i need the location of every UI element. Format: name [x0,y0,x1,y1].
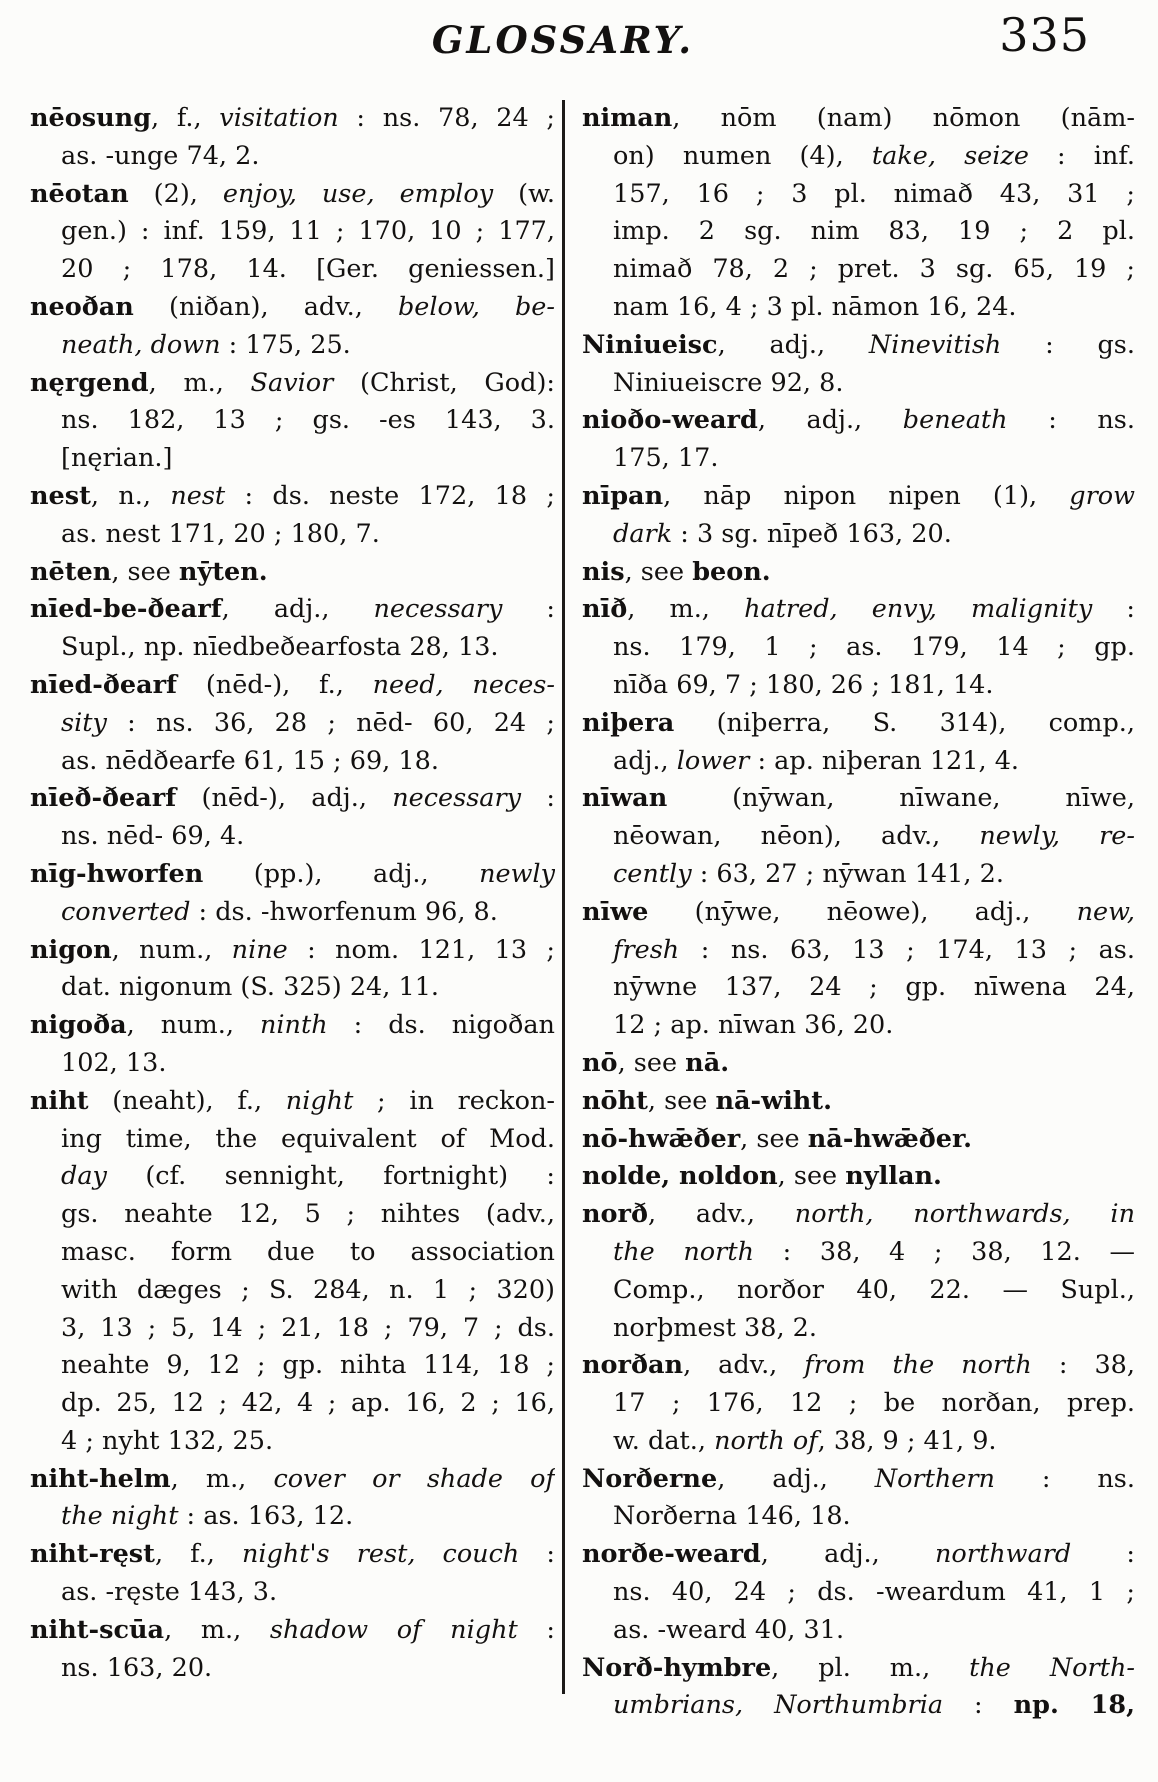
gloss-italic: newly, re- [979,821,1135,852]
entry-text: nēowan, nēon), adv., [613,821,980,852]
glossary-line [30,100,555,138]
glossary-line [30,1310,555,1348]
glossary-line [582,932,1135,970]
glossary-line [30,1423,555,1461]
gloss-italic: lower [676,745,750,776]
glossary-line [582,1423,1135,1461]
gloss-italic: the night [61,1501,179,1532]
entry-text: , m., [627,594,745,625]
glossary-line [582,176,1135,214]
gloss-italic: north, northwards, in [794,1199,1135,1230]
entry-text: , 38, 9 ; 41, 9. [817,1425,997,1456]
glossary-line [30,1007,555,1045]
glossary-line [582,1461,1135,1499]
entry-text: 3, 13 ; 5, 14 ; 21, 18 ; 79, 7 ; ds. [61,1312,555,1343]
entry-text: , num., [111,934,232,965]
glossary-line [582,289,1135,327]
gloss-italic: need, neces- [372,669,555,700]
gloss-italic: ninth [259,1010,328,1041]
entry-text: nimað 78, 2 ; pret. 3 sg. 65, 19 ; [613,254,1135,285]
entry-text: w. dat., [613,1425,715,1456]
entry-text: as. nest 171, 20 ; 180, 7. [61,518,380,549]
headword-bold: nā-hwǣðer. [807,1123,972,1154]
entry-text: nam 16, 4 ; 3 pl. nāmon 16, 24. [613,291,1017,322]
headword-bold: nēten [30,556,112,587]
headword-bold: niht-helm [30,1463,171,1494]
headword-bold: beon. [692,556,771,587]
gloss-italic: nine [231,934,288,965]
entry-text: ns. nēd- 69, 4. [61,821,245,852]
gloss-italic: below, be- [397,291,555,322]
gloss-italic: from the north [804,1350,1032,1381]
glossary-line [30,629,555,667]
glossary-line [582,100,1135,138]
glossary-line [582,1498,1135,1536]
entry-text: , adv., [648,1199,795,1230]
gloss-italic: take, seize [871,140,1029,171]
entry-text: , adv., [683,1350,805,1381]
glossary-line [30,176,555,214]
glossary-line [30,1574,555,1612]
entry-text: imp. 2 sg. nim 83, 19 ; 2 pl. [613,216,1135,247]
entry-text: ns. 182, 13 ; gs. -es 143, 3. [61,405,555,436]
page-title: GLOSSARY. [431,18,695,62]
entry-text: Niniueiscre 92, 8. [613,367,844,398]
entry-text: , see [111,556,179,587]
headword-bold: niht [30,1085,89,1116]
glossary-line [30,1385,555,1423]
headword-bold: nā. [685,1047,730,1078]
entry-text: : ds. nigoðan [327,1010,555,1041]
gloss-italic: neath, down [61,329,221,360]
glossary-line [30,327,555,365]
gloss-italic: the North- [969,1652,1135,1683]
headword-bold: nō-hwǣðer [582,1123,741,1154]
glossary-line [30,743,555,781]
entry-text: : ap. niþeran 121, 4. [749,745,1020,776]
glossary-line [582,478,1135,516]
entry-text: gen.) : inf. 159, 11 ; 170, 10 ; 177, [61,216,555,247]
page-number: 335 [999,8,1090,62]
glossary-line [30,932,555,970]
entry-text: as. -unge 74, 2. [61,140,260,171]
glossary-line [30,1196,555,1234]
headword-bold: nēosung [30,103,152,133]
headword-bold: np. 18, [1013,1690,1135,1721]
gloss-italic: night [285,1085,354,1116]
headword-bold: nioðo-weard [582,405,758,436]
headword-bold: niht-scūa [30,1614,165,1645]
headword-bold: nīed-ðearf [30,669,178,700]
entry-text: norþmest 38, 2. [613,1312,817,1343]
entry-text: : 38, 4 ; 38, 12. — [754,1236,1135,1267]
gloss-italic: Ninevitish [868,329,1002,360]
gloss-italic: north of [714,1425,818,1456]
glossary-line [30,667,555,705]
headword-bold: niman [582,103,673,133]
glossary-line [30,1083,555,1121]
entry-text: ns. 40, 24 ; ds. -weardum 41, 1 ; [613,1577,1135,1608]
glossary-line [582,1310,1135,1348]
gloss-italic: fresh [613,934,680,965]
glossary-line [30,554,555,592]
gloss-italic: the north [613,1236,755,1267]
entry-text: adj., [613,745,677,776]
entry-text: : 63, 27 ; nȳwan 141, 2. [691,858,1004,889]
headword-bold: Norðerne [582,1463,718,1494]
entry-text: (nȳwan, nīwane, nīwe, [667,783,1135,814]
entry-text: 4 ; nyht 132, 25. [61,1425,274,1456]
gloss-italic: cently [613,858,692,889]
glossary-line [582,705,1135,743]
entry-text: , n., [90,480,171,511]
entry-text: : 38, [1031,1350,1135,1381]
glossary-line [582,440,1135,478]
glossary-line [30,1536,555,1574]
entry-text: 20 ; 178, 14. [Ger. geniessen.] [61,254,555,285]
headword-bold: nēotan [30,178,129,209]
glossary-line [30,780,555,818]
entry-text: (nēd-), f., [177,669,373,700]
entry-text: , f., [151,103,220,133]
entry-text: Comp., norðor 40, 22. — Supl., [613,1274,1135,1305]
glossary-line [30,516,555,554]
headword-bold: norðe-weard [582,1539,761,1570]
headword-bold: nolde, noldon [582,1161,778,1192]
entry-text: , m., [164,1614,270,1645]
entry-text: : [517,1614,555,1645]
entry-text: ns. 179, 1 ; as. 179, 14 ; gp. [613,632,1135,663]
glossary-line [30,1461,555,1499]
entry-text: , m., [148,367,251,398]
entry-text: , f., [154,1539,242,1570]
gloss-italic: grow [1069,480,1135,511]
glossary-line [582,1574,1135,1612]
entry-text: ; in reckon- [353,1085,555,1116]
entry-text: (cf. sennight, fortnight) : [106,1161,555,1192]
headword-bold: nȳten. [178,556,268,587]
entry-text: (2), [128,178,223,209]
entry-text: Supl., np. nīedbeðearfosta 28, 13. [61,632,499,663]
headword-bold: neoðan [30,291,134,322]
entry-text: : [943,1690,1014,1721]
glossary-line [30,1650,555,1688]
glossary-line [582,1272,1135,1310]
entry-text: 175, 17. [613,443,719,474]
entry-text: masc. form due to association [61,1236,555,1267]
gloss-italic: northward [934,1539,1072,1570]
glossary-line [582,1234,1135,1272]
gloss-italic: beneath [902,405,1008,436]
entry-text: ing time, the equivalent of Mod. [61,1123,555,1154]
glossary-line [582,1536,1135,1574]
gloss-italic: Northern [874,1463,995,1494]
headword-bold: niþera [582,707,675,738]
entry-text: , pl. m., [771,1652,970,1683]
headword-bold: nest [30,480,91,511]
headword-bold: nōht [582,1085,648,1116]
entry-text: nȳwne 137, 24 ; gp. nīwena 24, [613,972,1135,1003]
entry-text: (w. [493,178,555,209]
gloss-italic: visitation [219,103,339,133]
entry-text: , adj., [717,1463,875,1494]
headword-bold: nīg-hworfen [30,858,204,889]
glossary-line [30,440,555,478]
column-divider-rule [562,100,565,1694]
entry-text: Norðerna 146, 18. [613,1501,851,1532]
glossary-line [30,1272,555,1310]
glossary-line [582,591,1135,629]
glossary-line [582,327,1135,365]
entry-text: : ns. 63, 13 ; 174, 13 ; as. [679,934,1135,965]
glossary-line [582,894,1135,932]
entry-text: dp. 25, 12 ; 42, 4 ; ap. 16, 2 ; 16, [61,1388,555,1419]
headword-bold: nō [582,1047,618,1078]
entry-text: , see [740,1123,808,1154]
glossary-line [582,402,1135,440]
glossary-line [582,1121,1135,1159]
entry-text: as. -ręste 143, 3. [61,1577,278,1608]
entry-text: , adj., [757,405,903,436]
glossary-line [582,1007,1135,1045]
entry-text: as. nēdðearfe 61, 15 ; 69, 18. [61,745,439,776]
entry-text: , see [617,1047,686,1078]
entry-text: : ds. neste 172, 18 ; [225,480,555,511]
glossary-line [30,818,555,856]
glossary-line [582,780,1135,818]
entry-text: [nęrian.] [61,443,173,474]
glossary-line [582,365,1135,403]
headword-bold: nīwe [582,896,649,927]
gloss-italic: hatred, envy, malignity [744,594,1093,625]
gloss-italic: dark [613,518,673,549]
glossary-line [582,213,1135,251]
entry-text: , see [624,556,693,587]
headword-bold: nęrgend [30,367,149,398]
entry-text: nīða 69, 7 ; 180, 26 ; 181, 14. [613,669,994,700]
entry-text: (nȳwe, nēowe), adj., [648,896,1077,927]
glossary-line [582,516,1135,554]
headword-bold: norðan [582,1350,684,1381]
headword-bold: norð [582,1199,648,1230]
entry-text: : [519,1539,555,1570]
entry-text: : 175, 25. [220,329,351,360]
entry-text: ns. 163, 20. [61,1652,213,1683]
entry-text: dat. nigonum (S. 325) 24, 11. [61,972,440,1003]
glossary-line [30,591,555,629]
glossary-line [582,1687,1135,1725]
entry-text: : nom. 121, 13 ; [287,934,555,965]
headword-bold: nigoða [30,1010,127,1041]
entry-text: , adj., [221,594,374,625]
glossary-line [582,667,1135,705]
glossary-line [582,629,1135,667]
headword-bold: nis [582,556,625,587]
entry-text: : [502,594,555,625]
glossary-line [30,1234,555,1272]
headword-bold: nīed-be-ðearf [30,594,222,625]
gloss-italic: necessary [392,783,522,814]
glossary-line [30,1045,555,1083]
entry-text: : [1092,594,1135,625]
glossary-line [582,1196,1135,1234]
entry-text: as. -weard 40, 31. [613,1614,845,1645]
entry-text: , m., [170,1463,274,1494]
entry-text: : [521,783,555,814]
entry-text: : gs. [1001,329,1135,360]
entry-text: 157, 16 ; 3 pl. nimað 43, 31 ; [613,178,1135,209]
entry-text: , see [647,1085,716,1116]
entry-text: neahte 9, 12 ; gp. nihta 114, 18 ; [61,1350,555,1381]
gloss-italic: necessary [373,594,503,625]
entry-text: (pp.), adj., [203,858,480,889]
entry-text: , adj., [760,1539,935,1570]
entry-text: , nāp nipon nipen (1), [663,480,1070,511]
glossary-line [582,818,1135,856]
gloss-italic: Savior [250,367,334,398]
headword-bold: nīpan [582,480,664,511]
gloss-italic: sity [61,707,107,738]
headword-bold: Norð-hymbre [582,1652,772,1683]
left-column [30,100,555,1687]
headword-bold: nigon [30,934,112,965]
entry-text: (niðan), adv., [133,291,398,322]
glossary-line [582,969,1135,1007]
glossary-line [30,856,555,894]
headword-bold: nīwan [582,783,668,814]
glossary-line [582,743,1135,781]
entry-text: : ns. 78, 24 ; [338,103,555,133]
glossary-line [30,1121,555,1159]
entry-text: 12 ; ap. nīwan 36, 20. [613,1010,894,1041]
entry-text: : [1071,1539,1135,1570]
glossary-line [30,1612,555,1650]
gloss-italic: cover or shade of [273,1463,555,1494]
gloss-italic: new, [1076,896,1135,927]
entry-text: : ns. [994,1463,1135,1494]
entry-text: (neaht), f., [88,1085,286,1116]
gloss-italic: newly [479,858,555,889]
headword-bold: nyllan. [845,1161,942,1192]
entry-text: : ns. [1007,405,1135,436]
glossary-line [582,1385,1135,1423]
glossary-line [582,1612,1135,1650]
entry-text: with dæges ; S. 284, n. 1 ; 320) [61,1274,555,1305]
entry-text: 17 ; 176, 12 ; be norðan, prep. [613,1388,1135,1419]
entry-text: , nōm (nam) nōmon (nām- [672,103,1135,133]
page-header [0,0,1158,90]
gloss-italic: converted [61,896,191,927]
glossary-line [30,1498,555,1536]
headword-bold: Niniueisc [582,329,718,360]
headword-bold: nīeð-ðearf [30,783,177,814]
gloss-italic: day [61,1161,107,1192]
entry-text: : ds. -hworfenum 96, 8. [190,896,498,927]
glossary-line [30,969,555,1007]
glossary-line [30,402,555,440]
glossary-line [582,1083,1135,1121]
entry-text: : 3 sg. nīpeð 163, 20. [672,518,952,549]
gloss-italic: umbrians, Northumbria [613,1690,944,1721]
glossary-line [30,705,555,743]
glossary-line [30,138,555,176]
glossary-line [582,1347,1135,1385]
gloss-italic: enjoy, use, employ [222,178,494,209]
entry-text: , see [777,1161,846,1192]
entry-text: : as. 163, 12. [178,1501,354,1532]
entry-text: (niþerra, S. 314), comp., [674,707,1135,738]
entry-text: , num., [126,1010,260,1041]
gloss-italic: nest [170,480,226,511]
entry-text: : ns. 36, 28 ; nēd- 60, 24 ; [106,707,555,738]
glossary-line [582,251,1135,289]
entry-text: , adj., [717,329,869,360]
glossary-line [30,1347,555,1385]
glossary-line [582,138,1135,176]
glossary-line [582,1650,1135,1688]
right-column [582,100,1135,1725]
glossary-line [582,554,1135,592]
entry-text: on) numen (4), [613,140,872,171]
glossary-line [582,1158,1135,1196]
glossary-line [30,1158,555,1196]
entry-text: (Christ, God): [333,367,555,398]
glossary-line [30,478,555,516]
glossary-line [30,251,555,289]
entry-text: (nēd-), adj., [176,783,393,814]
glossary-line [30,365,555,403]
entry-text: gs. neahte 12, 5 ; nihtes (adv., [61,1199,555,1230]
glossary-line [582,856,1135,894]
glossary-line [30,213,555,251]
glossary-line [30,894,555,932]
glossary-line [30,289,555,327]
entry-text: 102, 13. [61,1047,167,1078]
glossary-line [582,1045,1135,1083]
gloss-italic: shadow of night [269,1614,518,1645]
headword-bold: nīð [582,594,628,625]
entry-text: : inf. [1028,140,1135,171]
gloss-italic: night's rest, couch [241,1539,520,1570]
headword-bold: niht-ręst [30,1539,155,1570]
headword-bold: nā-wiht. [715,1085,832,1116]
